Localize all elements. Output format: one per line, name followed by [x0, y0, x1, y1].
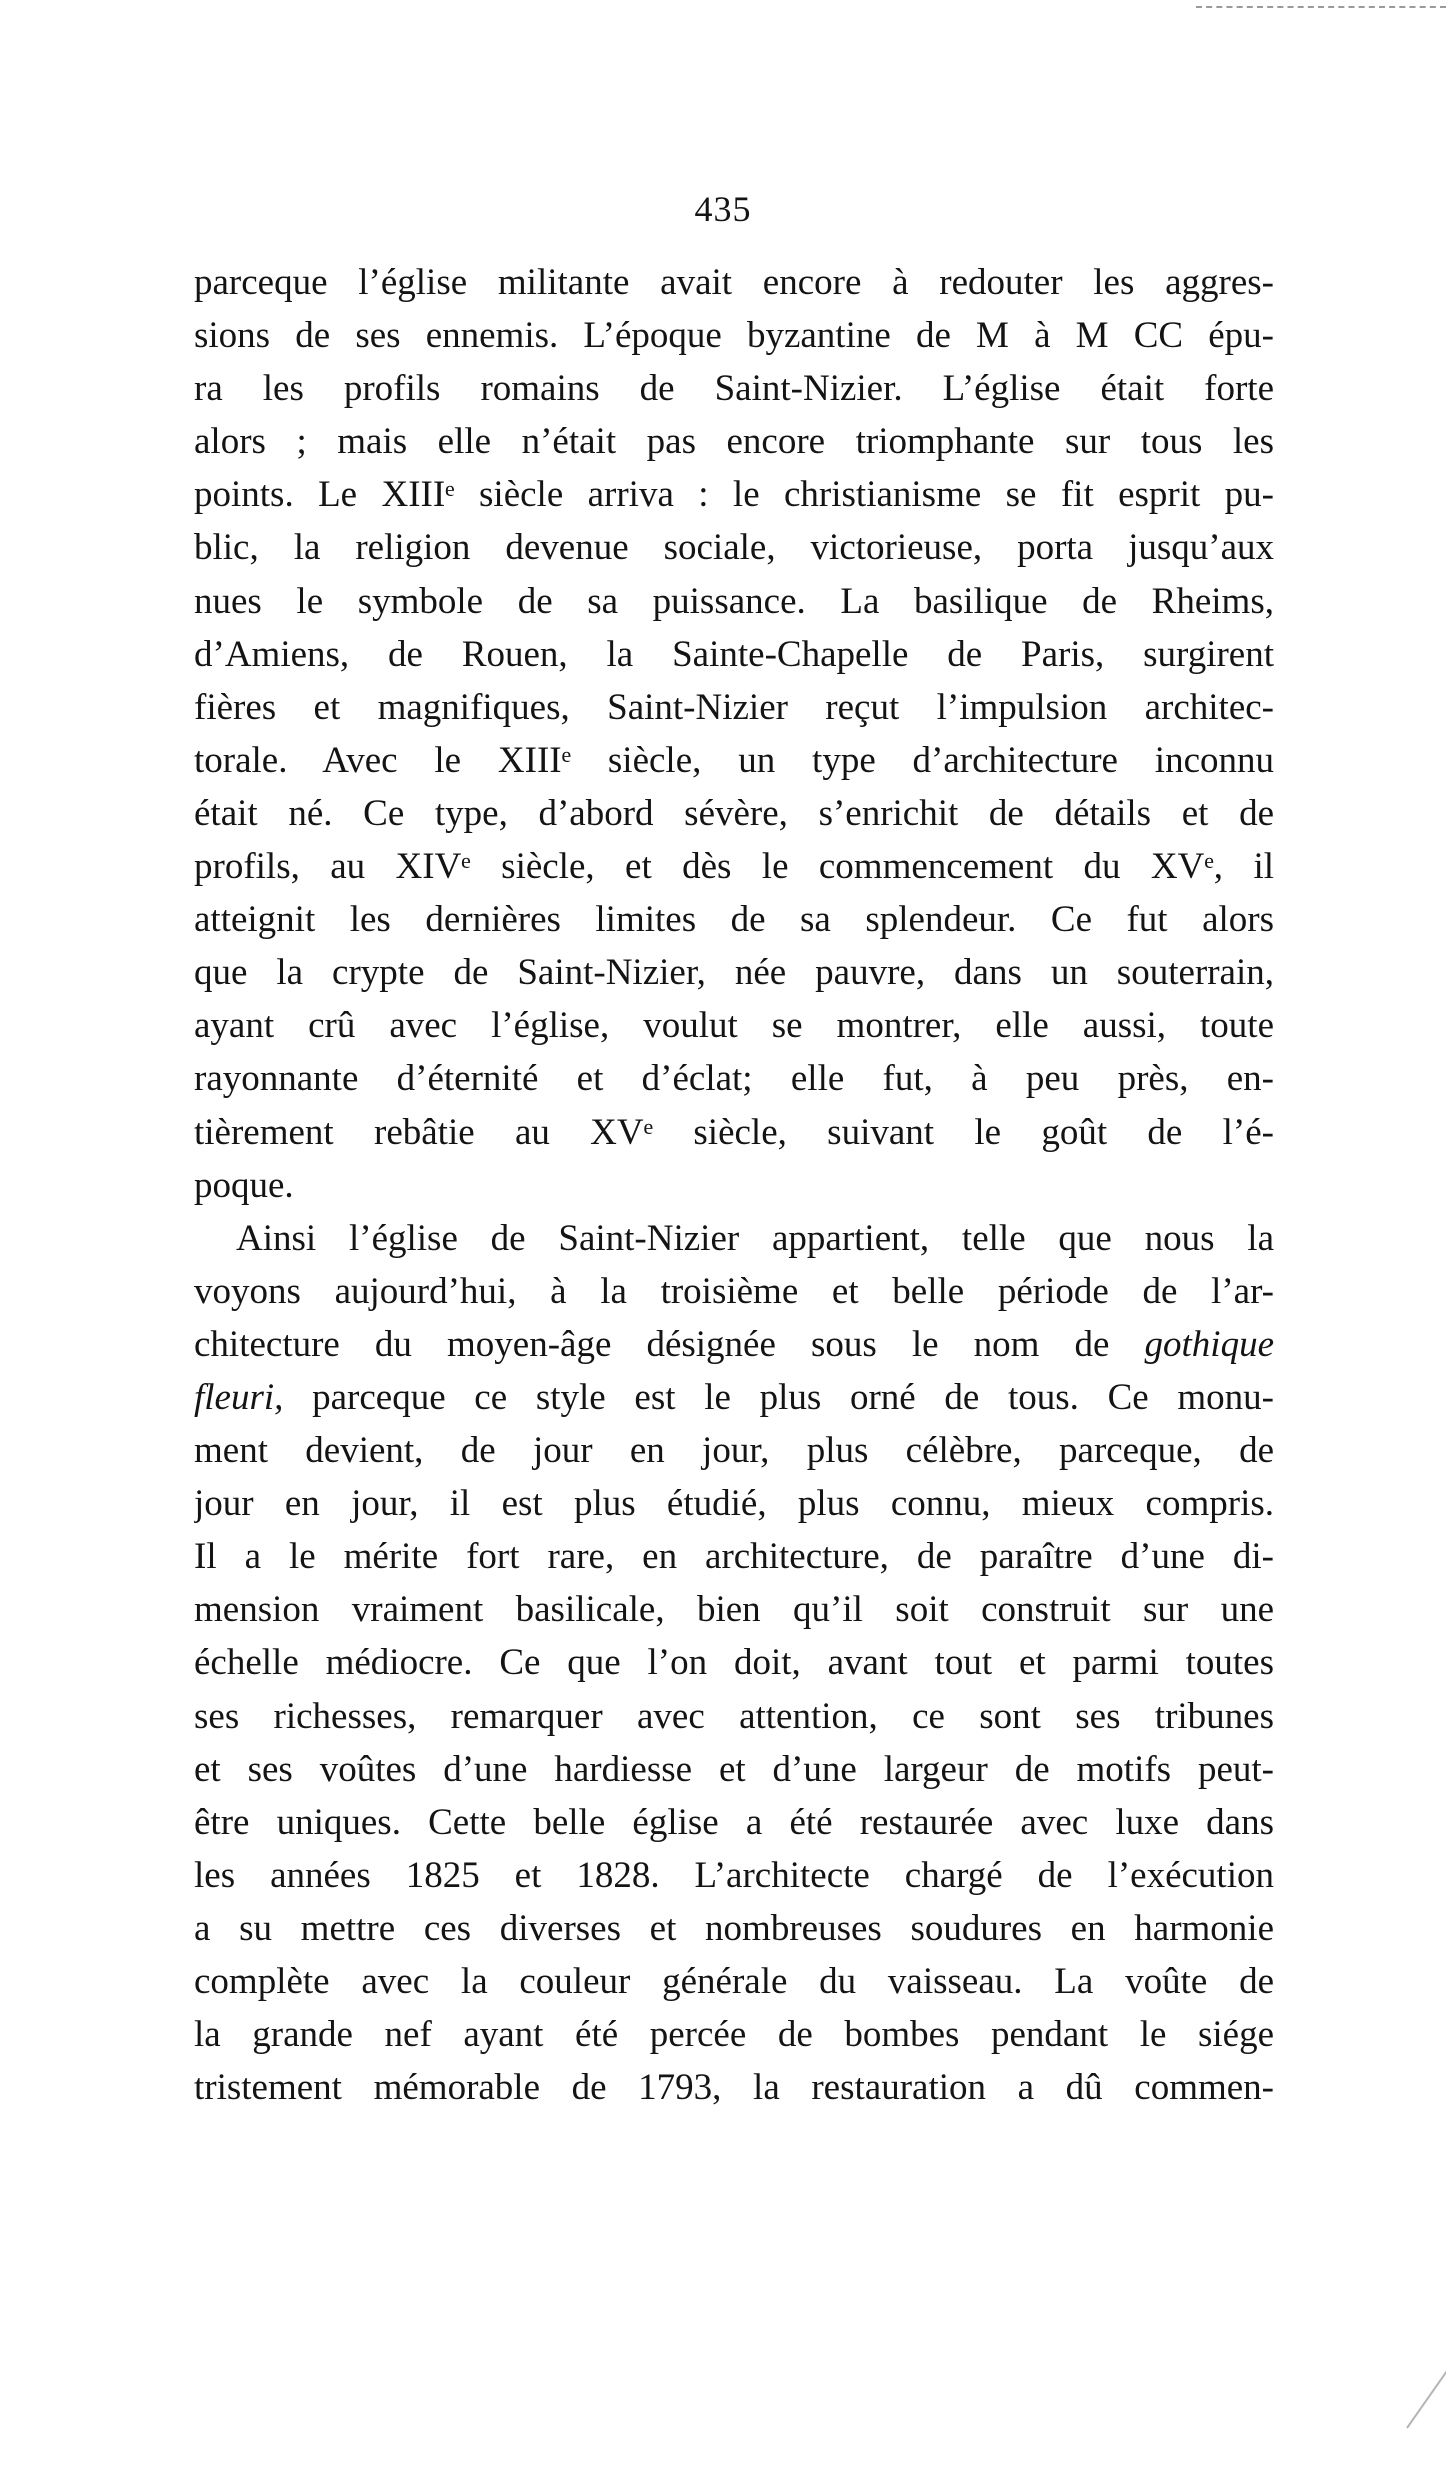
text-line-mixed [194, 1318, 1274, 1371]
text-line: a su mettre ces diverses et nombreuses soudures en harmonie [194, 1907, 1274, 1949]
text-line: tièrement rebâtie au XVᵉ siècle, suivant le goût de l’é- [194, 1111, 1274, 1153]
text-line: ra les profils romains de Saint-Nizier. L’église était forte [194, 368, 1274, 410]
text-line: ayant crû avec l’église, voulut se montrer, elle aussi, toute [194, 1005, 1274, 1047]
text-line: parceque l’église militante avait encore à redouter les aggres- [194, 262, 1274, 303]
body-text [194, 256, 1274, 2114]
italic-term: fleuri, [194, 1376, 284, 1418]
text-line: Ainsi l’église de Saint-Nizier appartient, telle que nous la [236, 1217, 1274, 1259]
margin-pencil-mark [1406, 2354, 1446, 2429]
text-line: jour en jour, il est plus étudié, plus connu, mieux compris. [194, 1483, 1274, 1525]
text-line: et ses voûtes d’une hardiesse et d’une largeur de motifs peut- [194, 1748, 1274, 1790]
text-run: chitecture du moyen-âge désignée sous le nom de [194, 1323, 1145, 1365]
text-line: mension vraiment basilicale, bien qu’il soit construit sur une [194, 1589, 1274, 1631]
text-line: les années 1825 et 1828. L’architecte chargé de l’exécution [194, 1854, 1274, 1896]
text-line-mixed [194, 1371, 1274, 1424]
text-line: tristement mémorable de 1793, la restauration a dû commen- [194, 2067, 1274, 2109]
text-line: voyons aujourd’hui, à la troisième et belle période de l’ar- [194, 1270, 1274, 1312]
text-line: alors ; mais elle n’était pas encore triomphante sur tous les [194, 421, 1274, 463]
text-line: être uniques. Cette belle église a été restaurée avec luxe dans [194, 1801, 1274, 1843]
text-line: échelle médiocre. Ce que l’on doit, avant tout et parmi toutes [194, 1642, 1274, 1684]
text-line: était né. Ce type, d’abord sévère, s’enrichit de détails et de [194, 792, 1274, 834]
text-line: rayonnante d’éternité et d’éclat; elle fut, à peu près, en- [194, 1058, 1274, 1100]
text-line: d’Amiens, de Rouen, la Sainte-Chapelle de Paris, surgirent [194, 633, 1274, 675]
text-line: points. Le XIIIᵉ siècle arriva : le christianisme se fit esprit pu- [194, 474, 1274, 516]
text-run: parceque ce style est le plus orné de tous. Ce monu- [283, 1376, 1274, 1418]
text-line: sions de ses ennemis. L’époque byzantine de M à M CC épu- [194, 315, 1274, 357]
text-line: ment devient, de jour en jour, plus célèbre, parceque, de [194, 1430, 1274, 1472]
text-line: fières et magnifiques, Saint-Nizier reçut l’impulsion architec- [194, 686, 1274, 728]
text-line: ses richesses, remarquer avec attention, ce sont ses tribunes [194, 1695, 1274, 1737]
text-line: torale. Avec le XIIIᵉ siècle, un type d’architecture inconnu [194, 739, 1274, 781]
text-line: profils, au XIVᵉ siècle, et dès le commencement du XVᵉ, il [194, 846, 1274, 888]
italic-term: gothique [1144, 1323, 1274, 1365]
text-line: poque. [194, 1164, 294, 1206]
text-line: atteignit les dernières limites de sa splendeur. Ce fut alors [194, 899, 1274, 941]
text-line: que la crypte de Saint-Nizier, née pauvre, dans un souterrain, [194, 952, 1274, 994]
text-line: Il a le mérite fort rare, en architecture, de paraître d’une di- [194, 1536, 1274, 1578]
text-line: nues le symbole de sa puissance. La basilique de Rheims, [194, 580, 1274, 622]
text-line: blic, la religion devenue sociale, victorieuse, porta jusqu’aux [194, 527, 1274, 569]
text-line: complète avec la couleur générale du vaisseau. La voûte de [194, 1961, 1274, 2002]
text-line: la grande nef ayant été percée de bombes pendant le siége [194, 2014, 1274, 2056]
top-edge-rule [1196, 6, 1446, 8]
page-number: 435 [694, 189, 752, 229]
